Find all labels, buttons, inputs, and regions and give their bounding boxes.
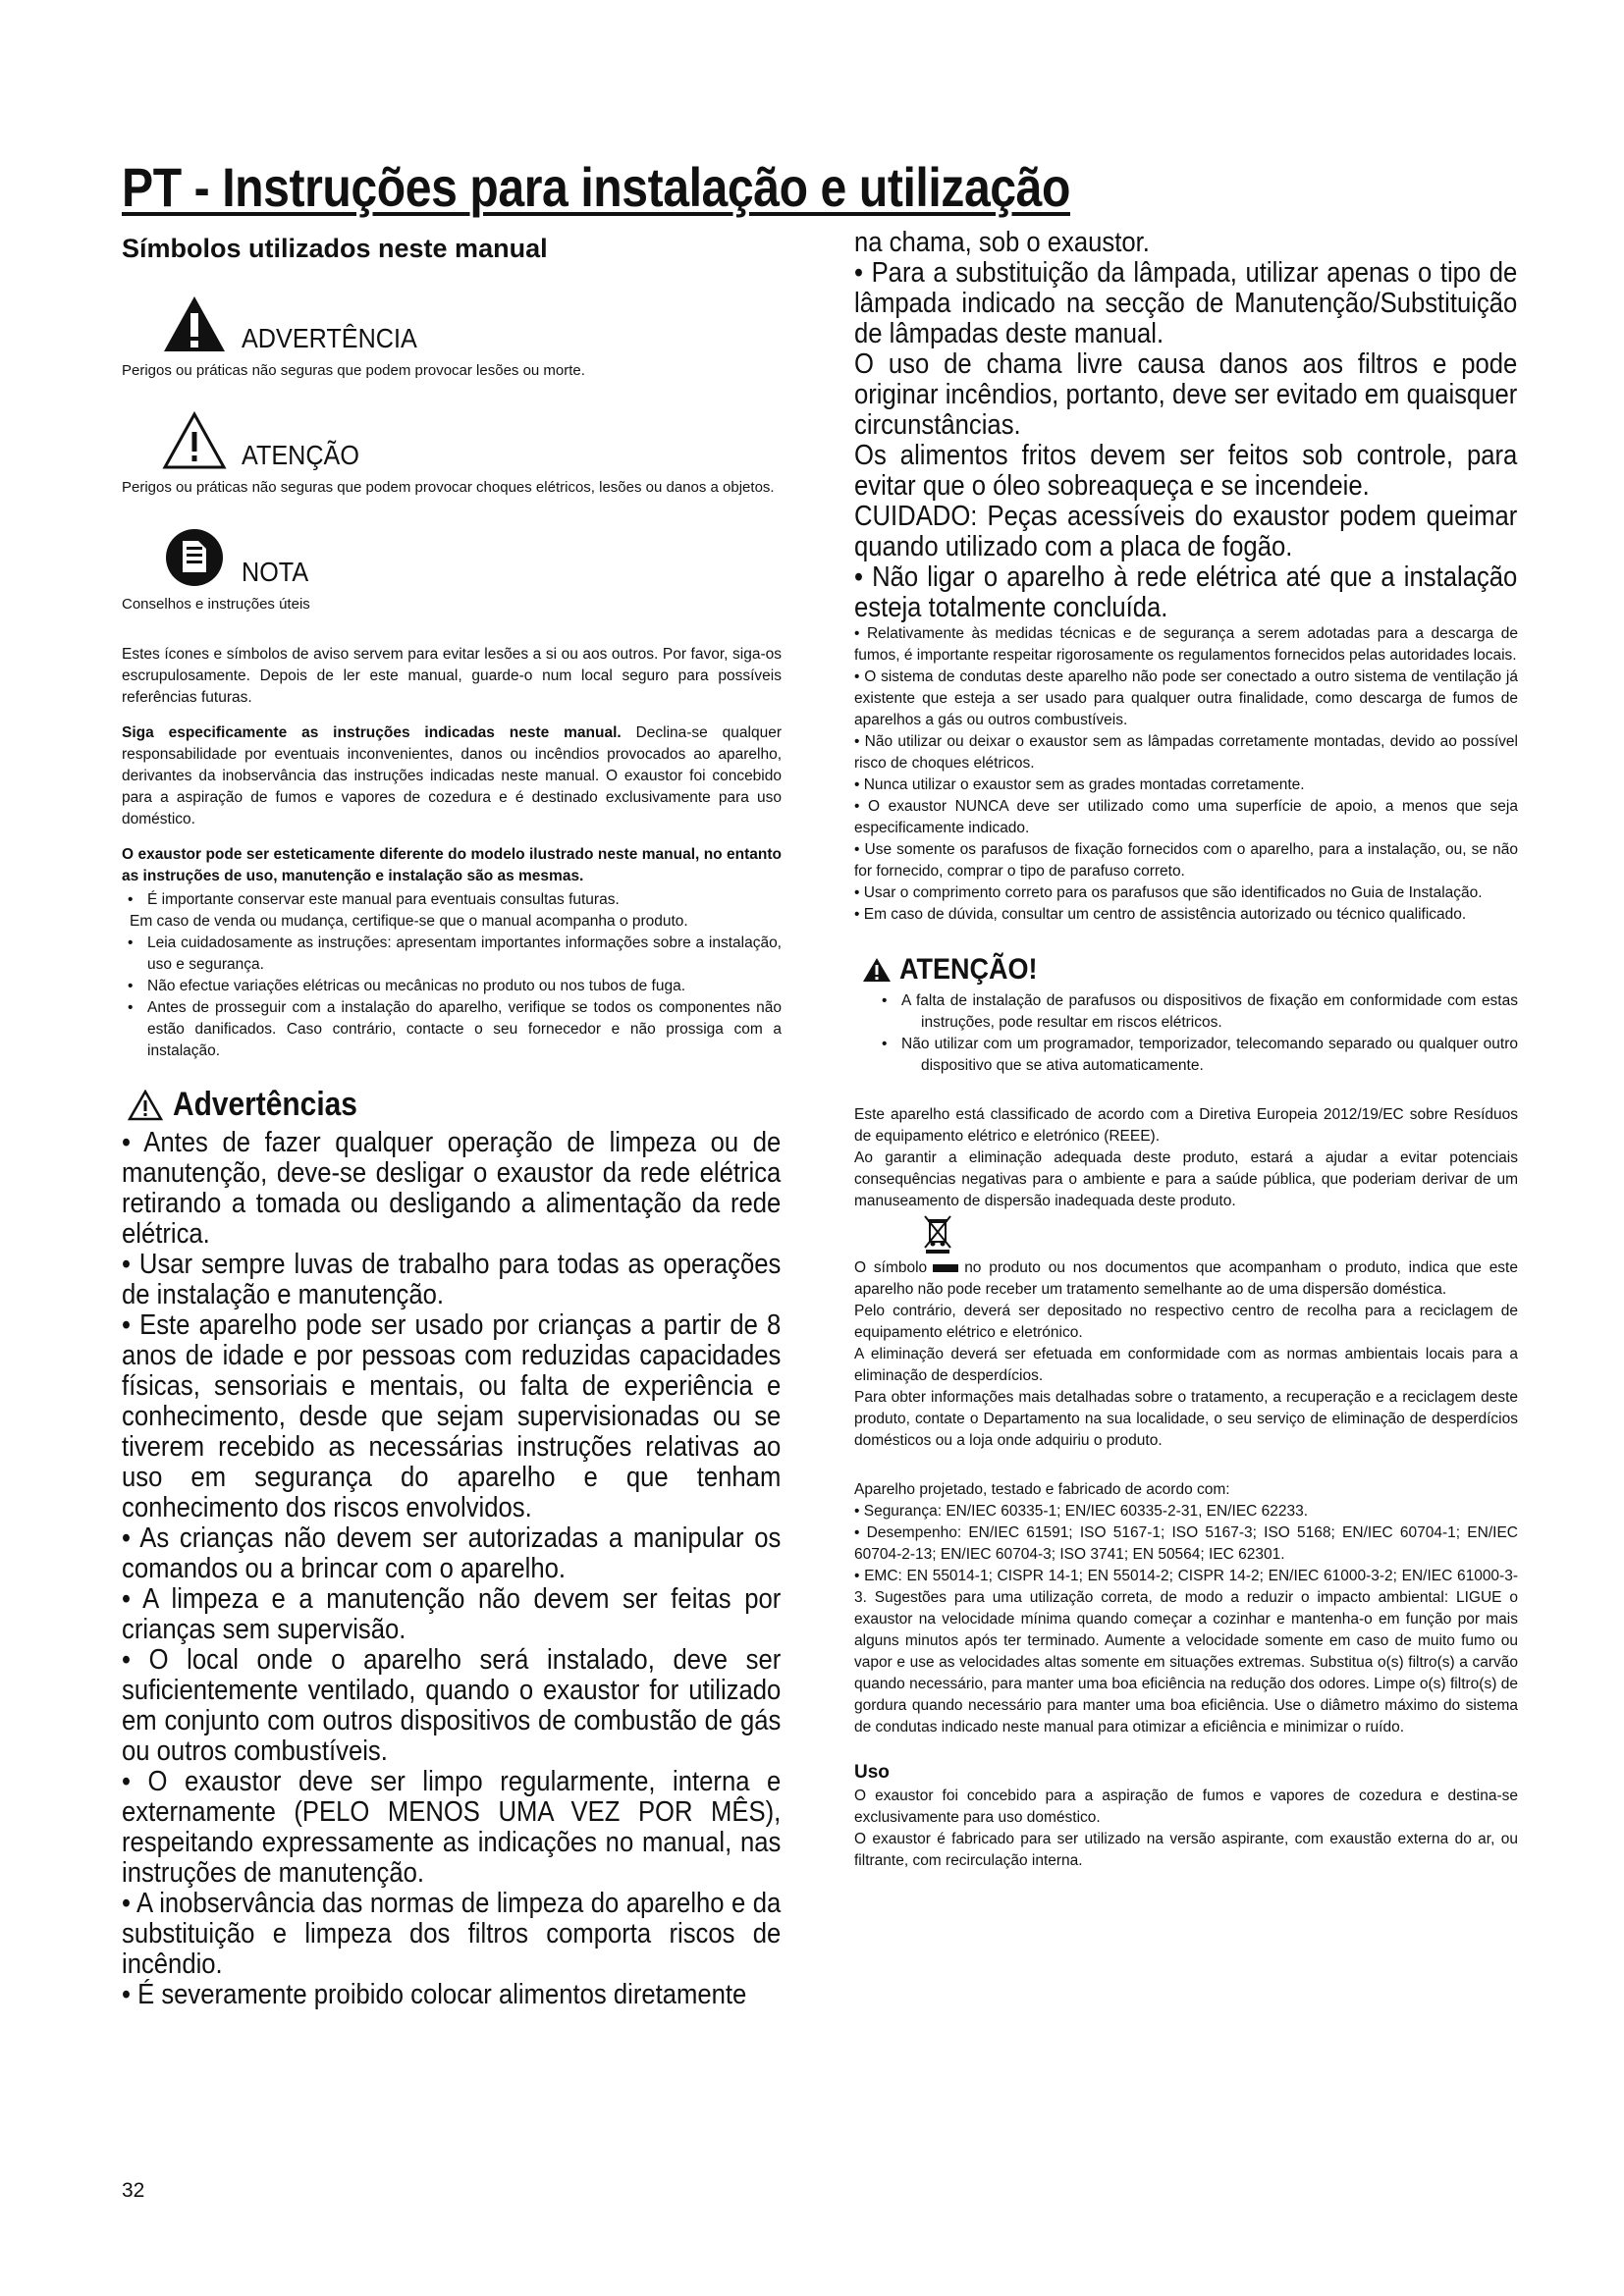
warning-paragraph: • O exaustor deve ser limpo regularmente, interna e externamente (PELO MENOS UMA VEZ POR MÊS), respeitando expressamente as indicações no manual, nas instruções de manutenção. — [122, 1766, 782, 1889]
warning-item: • O exaustor NUNCA deve ser utilizado como uma superfície de apoio, a menos que seja especificamente indicado. — [854, 798, 1518, 836]
weee-paragraph: Este aparelho está classificado de acordo com a Diretiva Europeia 2012/19/EC sobre Resíduos de equipamento elétrico e eletrónico (REEE). — [854, 1106, 1518, 1145]
warning-paragraph: • Antes de fazer qualquer operação de limpeza ou de manutenção, deve-se desligar o exaustor da rede elétrica retirando a tomada ou desligando a alimentação da rede elétrica. — [122, 1127, 782, 1250]
right-column — [854, 228, 1518, 1872]
warning-item: • Usar o comprimento correto para os parafusos que são identificados no Guia de Instalação. — [854, 884, 1483, 901]
symbol-desc: Conselhos e instruções úteis — [122, 596, 310, 613]
uso-paragraph: O exaustor é fabricado para ser utilizado na versão aspirante, com exaustão externa do ar, ou filtrante, com recirculação interna. — [854, 1831, 1518, 1869]
atencao-list — [854, 990, 1518, 1077]
warning-paragraph: • Este aparelho pode ser usado por crianças a partir de 8 anos de idade e por pessoas com reduzidas capacidades físicas, sensoriais e mentais, ou falta de experiência e conhecimento, desde que sejam supervisionadas ou se tiverem recebido as necessárias instruções relativas ao uso em segurança do aparelho e que tenham conhecimento dos riscos envolvidos. — [122, 1309, 782, 1523]
weee-paragraph: Ao garantir a eliminação adequada deste produto, estará a ajudar a evitar potenciais consequências negativas para o ambiente e para a saúde pública, que poderiam derivar de um manuseamento de dispersão inadequada deste produto. — [854, 1149, 1518, 1209]
list-item: • Não efectue variações elétricas ou mecânicas no produto ou nos tubos de fuga. — [122, 976, 782, 997]
weee-text: no produto ou nos documentos que acompanham o produto, indica que este aparelho não pode receber um tratamento semelhante ao de uma dispersão doméstica. — [854, 1259, 1518, 1298]
intro-paragraph — [122, 722, 782, 830]
warning-item: • Em caso de dúvida, consultar um centro de assistência autorizado ou técnico qualificado. — [854, 906, 1467, 923]
warning-paragraph: • A inobservância das normas de limpeza do aparelho e da substituição e limpeza dos filtros comporta riscos de incêndio. — [122, 1888, 782, 1980]
weee-symbol-bar-icon — [933, 1264, 958, 1272]
uso-section — [854, 1786, 1518, 1872]
warning-item: • Não utilizar ou deixar o exaustor sem as lâmpadas corretamente montadas, devido ao possível risco de choques elétricos. — [854, 733, 1518, 772]
crossed-bin-icon — [923, 1214, 952, 1254]
warning-item: • Relativamente às medidas técnicas e de segurança a serem adotadas para a descarga de fumos, é importante respeitar rigorosamente os regulamentos fornecidos pelas autoridades locais. — [854, 625, 1518, 664]
list-item: Em caso de venda ou mudança, certifique-se que o manual acompanha o produto. — [130, 913, 688, 930]
list-item: • É importante conservar este manual para eventuais consultas futuras. — [122, 889, 782, 911]
warning-paragraph: Os alimentos fritos devem ser feitos sob controle, para evitar que o óleo sobreaqueça e se incendeie. — [854, 440, 1518, 502]
symbol-advertencia — [122, 294, 782, 354]
intro-paragraph: Estes ícones e símbolos de aviso servem para evitar lesões a si ou aos outros. Por favor, siga-os escrupulosamente. Depois de ler este manual, guarde-o num local seguro para possíveis referências futuras. — [122, 646, 782, 706]
page-title: PT - Instruções para instalação e utilização — [122, 156, 1071, 218]
advertencias-right-text — [854, 228, 1517, 623]
warning-paragraph: • Usar sempre luvas de trabalho para todas as operações de instalação e manutenção. — [122, 1249, 782, 1310]
intro-bold: Siga especificamente as instruções indicadas neste manual. — [122, 724, 622, 741]
symbol-desc: Perigos ou práticas não seguras que podem provocar lesões ou morte. — [122, 362, 585, 379]
warning-paragraph: CUIDADO: Peças acessíveis do exaustor podem queimar quando utilizado com a placa de fogão. — [854, 501, 1518, 562]
uso-paragraph: O exaustor foi concebido para a aspiração de fumos e vapores de cozedura e destina-se exclusivamente para uso doméstico. — [854, 1788, 1518, 1826]
weee-paragraph: Para obter informações mais detalhadas sobre o tratamento, a recuperação e a reciclagem deste produto, contate o Departamento na sua localidade, o seu serviço de eliminação de desperdícios domésticos ou a loja onde adquiriu o produto. — [854, 1389, 1518, 1449]
standards-intro: Aparelho projetado, testado e fabricado de acordo com: — [854, 1481, 1230, 1498]
warning-paragraph: • A limpeza e a manutenção não devem ser feitas por crianças sem supervisão. — [122, 1583, 782, 1645]
warning-paragraph: • É severamente proibido colocar alimentos diretamente — [122, 1979, 747, 2010]
standards-item: • EMC: EN 55014-1; CISPR 14-1; EN 55014-2; CISPR 14-2; EN/IEC 61000-3-2; EN/IEC 61000-3-3. Sugestões para uma utilização correta, de modo a reduzir o impacto ambiental: LIGUE o exaustor na velocidade mínima quando começar a cozinhar e mantenha-o em função por mais alguns minutos após ter terminado. Aumente a velocidade somente em caso de muito fumo ou vapor e use as velocidades altas somente em situações extremas. Substitua o(s) filtro(s) a carvão quando necessário, para manter uma boa eficiência na redução dos odores. Limpe o(s) filtro(s) de gordura quando necessário para manter uma boa eficiência. Use o diâmetro máximo do sistema de condutas indicado neste manual para otimizar a eficiência e minimizar o ruído. — [854, 1568, 1518, 1735]
warning-filled-icon — [161, 294, 228, 354]
symbol-desc: Perigos ou práticas não seguras que podem provocar choques elétricos, lesões ou danos a objetos. — [122, 479, 775, 496]
advertencias-right-small — [854, 623, 1518, 926]
symbol-title: ATENÇÃO — [242, 440, 359, 470]
intro-bold: O exaustor pode ser esteticamente diferente do modelo ilustrado neste manual, no entanto as instruções de uso, manutenção e instalação são as mesmas. — [122, 846, 782, 884]
weee-paragraph: Pelo contrário, deverá ser depositado no respectivo centro de recolha para a reciclagem de equipamento elétrico e eletrónico. — [854, 1303, 1518, 1341]
intro-bullets — [122, 889, 782, 1062]
weee-paragraph: A eliminação deverá ser efetuada em conformidade com as normas ambientais locais para a eliminação de desperdícios. — [854, 1346, 1518, 1384]
atencao-heading — [862, 953, 1518, 987]
intro-paragraph — [122, 844, 782, 887]
standards-section — [854, 1479, 1518, 1738]
warning-paragraph: • Para a substituição da lâmpada, utilizar apenas o tipo de lâmpada indicado na secção de Manutenção/Substituição de lâmpadas deste manual. — [854, 257, 1518, 349]
advertencias-heading — [128, 1086, 782, 1124]
standards-item: • Desempenho: EN/IEC 61591; ISO 5167-1; ISO 5167-3; ISO 5168; EN/IEC 60704-1; EN/IEC 60704-2-13; EN/IEC 60704-3; ISO 3741; EN 50564; IEC 62301. — [854, 1524, 1518, 1563]
weee-text: O símbolo — [854, 1259, 928, 1276]
advertencias-left-text — [122, 1128, 781, 2010]
warning-outline-icon — [161, 410, 228, 471]
list-item: • Não utilizar com um programador, temporizador, telecomando separado ou qualquer outro dispositivo que se ativa automaticamente. — [882, 1036, 1518, 1074]
warning-paragraph: O uso de chama livre causa danos aos filtros e pode originar incêndios, portanto, deve ser evitado em quaisquer circunstâncias. — [854, 348, 1518, 441]
left-column — [122, 234, 782, 2010]
warning-item: • Use somente os parafusos de fixação fornecidos com o aparelho, para a instalação, ou, se não for fornecido, comprar o tipo de parafuso correto. — [854, 841, 1518, 880]
note-icon — [161, 527, 228, 588]
warning-item: • O sistema de condutas deste aparelho não pode ser conectado a outro sistema de ventilação já existente que esteja a ser usado para qualquer outra finalidade, como descarga de fumos de aparelhos a gás ou outros combustíveis. — [854, 668, 1518, 728]
list-item: • A falta de instalação de parafusos ou dispositivos de fixação em conformidade com estas instruções, pode resultar em riscos elétricos. — [882, 992, 1518, 1031]
warning-filled-icon — [862, 957, 892, 983]
warning-paragraph: • Não ligar o aparelho à rede elétrica até que a instalação esteja totalmente concluída. — [854, 561, 1518, 623]
warning-item: • Nunca utilizar o exaustor sem as grades montadas corretamente. — [854, 776, 1305, 793]
symbol-title: ADVERTÊNCIA — [242, 323, 417, 353]
weee-paragraph — [854, 1257, 1518, 1301]
warning-paragraph: na chama, sob o exaustor. — [854, 227, 1150, 258]
list-item: • Leia cuidadosamente as instruções: apresentam importantes informações sobre a instalação, uso e segurança. — [122, 933, 782, 976]
symbols-heading: Símbolos utilizados neste manual — [122, 234, 548, 263]
advertencias-title: Advertências — [173, 1086, 357, 1123]
page-number: 32 — [122, 2179, 145, 2202]
symbol-nota — [122, 527, 782, 588]
symbol-title: NOTA — [242, 557, 309, 587]
list-item-text: A falta de instalação de parafusos ou dispositivos de fixação em conformidade com estas instruções, pode resultar em riscos elétricos. — [901, 992, 1518, 1031]
warning-paragraph: • O local onde o aparelho será instalado, deve ser suficientemente ventilado, quando o exaustor for utilizado em conjunto com outros dispositivos de combustão de gás ou outros combustíveis. — [122, 1644, 782, 1767]
intro-rest: Declina-se qualquer responsabilidade por eventuais inconvenientes, danos ou incêndios provocados ao aparelho, derivantes da inobservância das instruções indicadas neste manual. O exaustor foi concebido para a aspiração de fumos e vapores de cozedura e é destinado exclusivamente para uso doméstico. — [122, 724, 782, 828]
warning-paragraph: • As crianças não devem ser autorizadas a manipular os comandos ou a brincar com o aparelho. — [122, 1522, 782, 1584]
uso-heading: Uso — [854, 1762, 890, 1783]
weee-section — [854, 1104, 1518, 1452]
list-item-text: Não utilizar com um programador, temporizador, telecomando separado ou qualquer outro dispositivo que se ativa automaticamente. — [901, 1036, 1518, 1074]
symbol-atencao — [122, 410, 782, 471]
warning-outline-icon — [128, 1090, 163, 1121]
list-item: • Antes de prosseguir com a instalação do aparelho, verifique se todos os componentes não estão danificados. Caso contrário, contacte o seu fornecedor e não prossiga com a instalação. — [122, 997, 782, 1062]
atencao-title: ATENÇÃO! — [899, 953, 1038, 986]
standards-item: • Segurança: EN/IEC 60335-1; EN/IEC 60335-2-31, EN/IEC 62233. — [854, 1503, 1309, 1520]
